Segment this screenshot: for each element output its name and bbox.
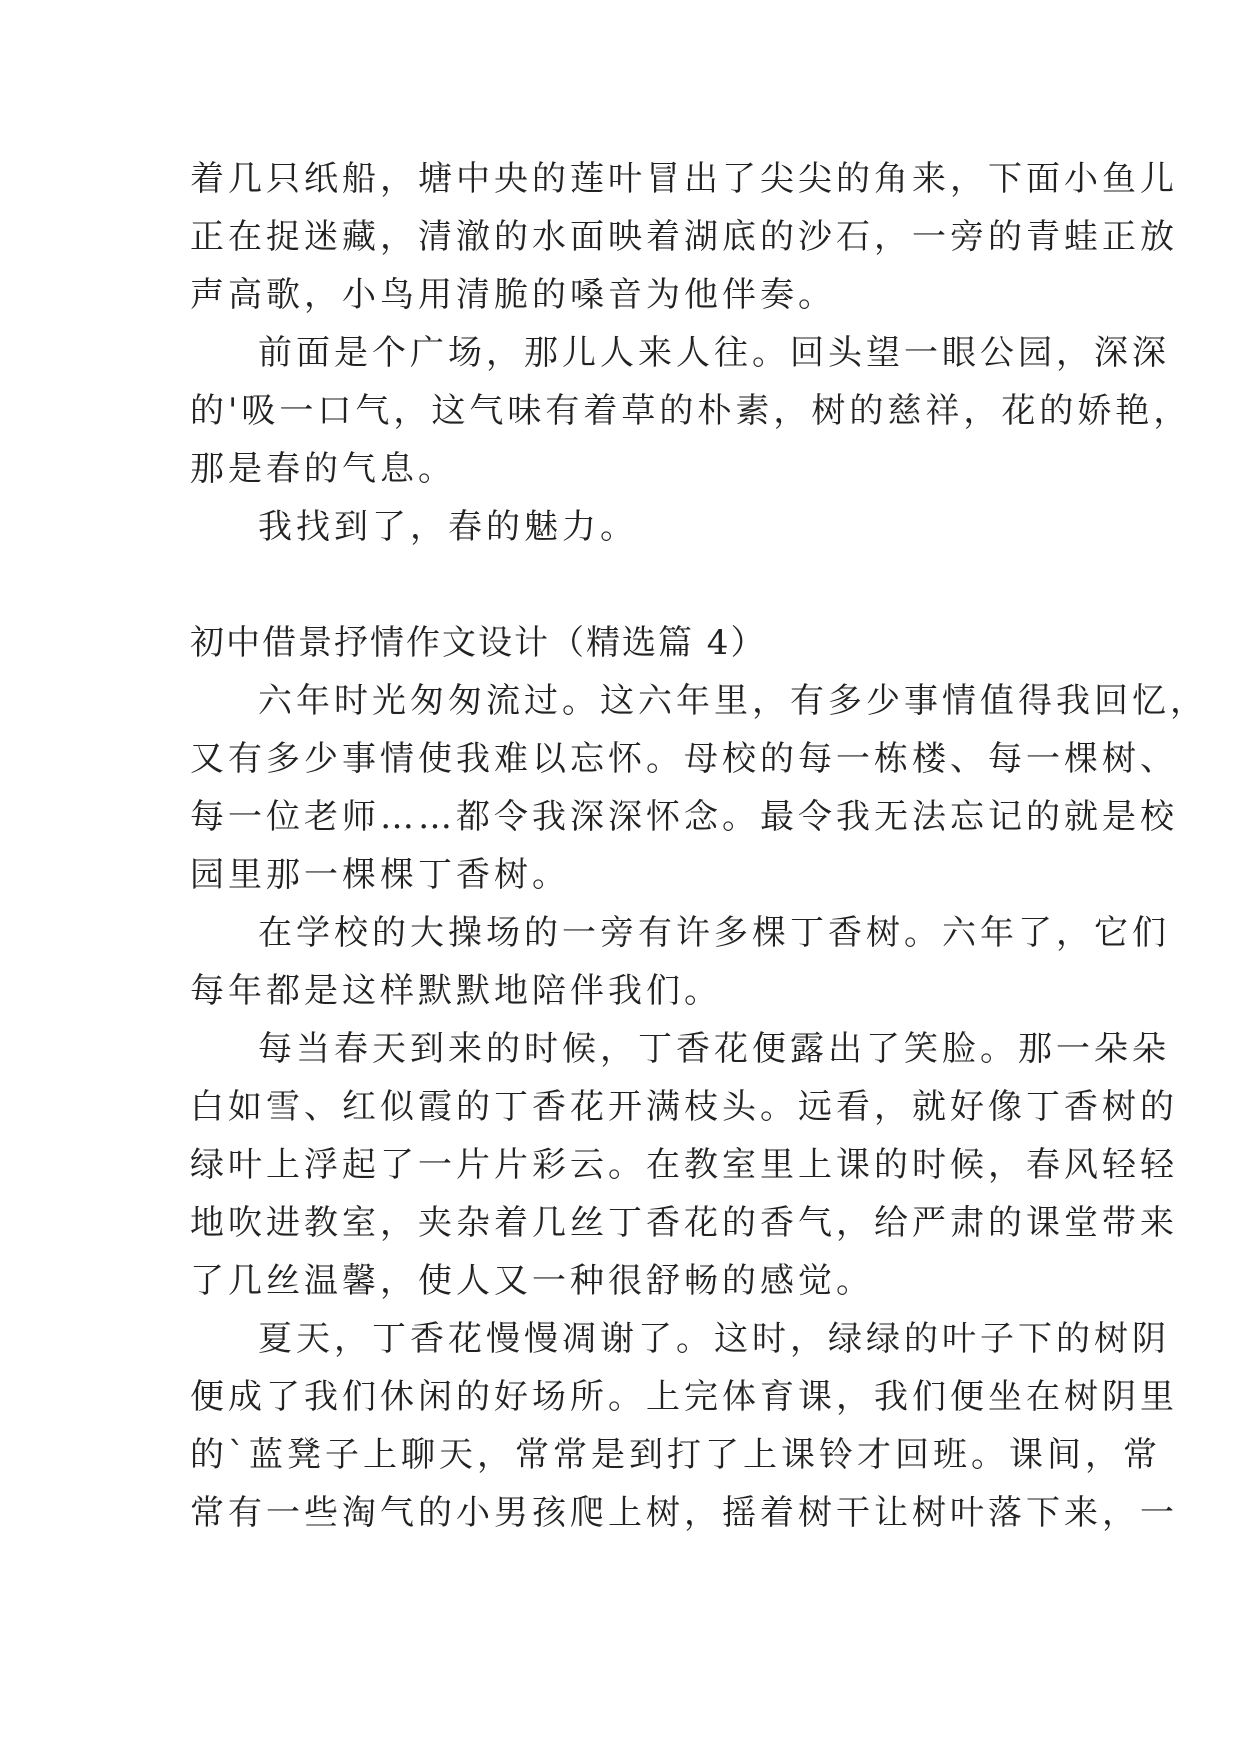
text-line: 便成了我们休闲的好场所。上完体育课，我们便坐在树阴里 [190, 1377, 1178, 1417]
paragraph [190, 150, 1178, 324]
text-line: 正在捉迷藏，清澈的水面映着湖底的沙石，一旁的青蛙正放 [190, 217, 1178, 257]
document-page [190, 150, 1208, 1542]
paragraph [190, 1310, 1178, 1542]
section-title: 初中借景抒情作文设计（精选篇 4） [190, 623, 767, 663]
text-line: 着几只纸船，塘中央的莲叶冒出了尖尖的角来，下面小鱼儿 [190, 159, 1178, 199]
text-line: 的`蓝凳子上聊天，常常是到打了上课铃才回班。课间，常 [190, 1435, 1161, 1475]
text-line: 声高歌，小鸟用清脆的嗓音为他伴奏。 [190, 275, 836, 315]
text-line: 白如雪、红似霞的丁香花开满枝头。远看，就好像丁香树的 [190, 1087, 1178, 1127]
text-line: 夏天，丁香花慢慢凋谢了。这时，绿绿的叶子下的树阴 [258, 1319, 1170, 1359]
blank-line [190, 556, 1060, 614]
text-line: 常有一些淘气的小男孩爬上树，摇着树干让树叶落下来，一 [190, 1493, 1178, 1533]
text-line: 六年时光匆匆流过。这六年里，有多少事情值得我回忆， [258, 681, 1208, 721]
paragraph [190, 324, 1192, 498]
text-line: 园里那一棵棵丁香树。 [190, 855, 570, 895]
text-line: 的'吸一口气，这气味有着草的朴素，树的慈祥，花的娇艳， [190, 391, 1192, 431]
text-line: 地吹进教室，夹杂着几丝丁香花的香气，给严肃的课堂带来 [190, 1203, 1178, 1243]
paragraph [190, 672, 1208, 904]
text-line: 每当春天到来的时候，丁香花便露出了笑脸。那一朵朵 [258, 1029, 1170, 1069]
paragraph [190, 904, 1170, 1020]
text-line: 绿叶上浮起了一片片彩云。在教室里上课的时候，春风轻轻 [190, 1145, 1178, 1185]
paragraph [190, 1020, 1178, 1310]
paragraph [190, 498, 1060, 556]
text-line: 那是春的气息。 [190, 449, 456, 489]
text-line: 前面是个广场，那儿人来人往。回头望一眼公园，深深 [258, 333, 1170, 373]
text-line: 在学校的大操场的一旁有许多棵丁香树。六年了，它们 [258, 913, 1170, 953]
text-line: 我找到了，春的魅力。 [258, 507, 638, 547]
text-line: 每一位老师……都令我深深怀念。最令我无法忘记的就是校 [190, 797, 1178, 837]
text-line: 又有多少事情使我难以忘怀。母校的每一栋楼、每一棵树、 [190, 739, 1178, 779]
text-line: 每年都是这样默默地陪伴我们。 [190, 971, 722, 1011]
text-line: 了几丝温馨，使人又一种很舒畅的感觉。 [190, 1261, 874, 1301]
